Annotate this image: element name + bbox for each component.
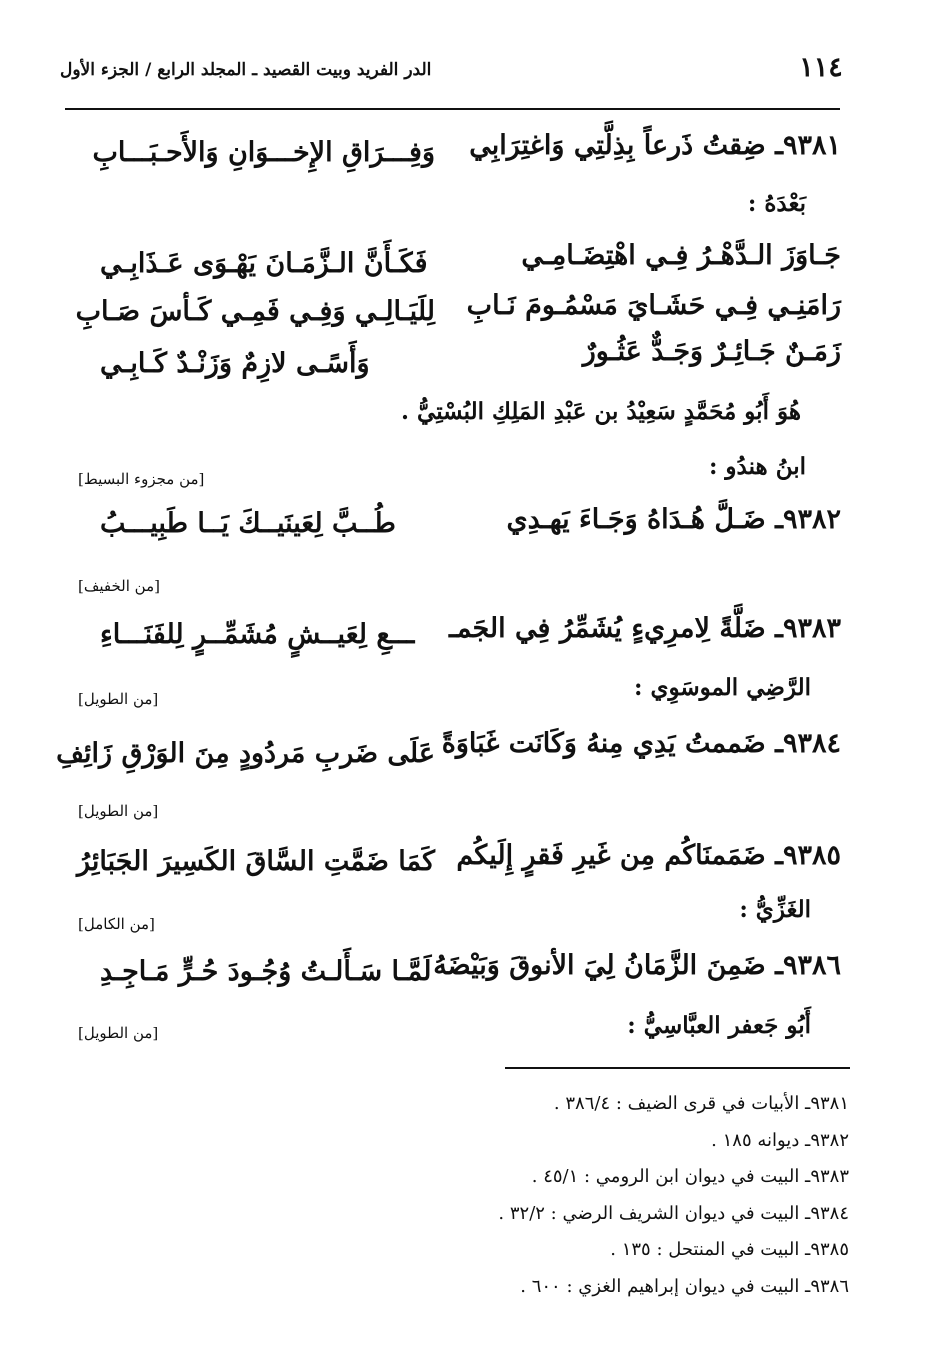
verse-9384-second-hemistich: عَلَى ضَربِ مَردُودٍ مِنَ الوَرْقِ زَائِفِ (56, 738, 435, 769)
label-after-it: بَعْدَهُ : (747, 190, 806, 217)
verse-9382-second-hemistich: طُــبَّ لِعَينَيــكَ يَــا طَبِيـــبُ (100, 508, 396, 539)
verse-9382-first-hemistich: ٩٣٨٢ـ ضَـلَّ هُـدَاهُ وَجَـاءَ يَهـدِي (506, 504, 841, 535)
verse-extra-2-second-hemistich: لِلَيَـالِـي وَفِـي فَمِـي كَـأسَ صَـابِ (75, 296, 435, 327)
poet-abu-jafar-abbasi: أَبُو جَعفر العبَّاسِيُّ : (627, 1012, 811, 1039)
footnote-rule (505, 1067, 850, 1069)
verse-9384-first-hemistich: ٩٣٨٤ـ ضَممتُ يَدِي مِنهُ وَكَانَت غَبَاوَةً (441, 728, 841, 759)
verse-9386-first-hemistich: ٩٣٨٦ـ ضَمِنَ الزَّمَانُ لِيَ الأنوقَ وَبَيْضَهُ (433, 950, 841, 981)
meter-next: [من الطويل] (78, 1024, 159, 1042)
verse-9385-first-hemistich: ٩٣٨٥ـ ضَمَمنَاكُم مِن غَيرِ فَقرٍ إِلَيكُم (456, 840, 841, 871)
attribution-busti: هُوَ أَبُو مُحَمَّدٍ سَعِيْدُ بن عَبْدِ المَلِكِ البُسْتِيُّ . (401, 398, 801, 425)
verse-9383-first-hemistich: ٩٣٨٣ـ ضَلَّةً لِامرِيءٍ يُشَمِّرُ فِي الجَمـ (448, 613, 841, 644)
meter-9386: [من الكامل] (78, 915, 155, 933)
verse-extra-2-first-hemistich: رَامَنِـي فِـي حَشَـايَ مَسْمُـومَ نَـابِ (466, 290, 841, 321)
verse-extra-1-first-hemistich: جَـاوَزَ الـدَّهْـرُ فِـي اهْتِضَـامِـي (521, 240, 841, 271)
footnote-9384: ٩٣٨٤ـ البيت في ديوان الشريف الرضي : ٣٢/٢ . (498, 1203, 849, 1224)
verse-9381-first-hemistich: ٩٣٨١ـ ضِقتُ ذَرعاً بِذِلَّتِي وَاغتِرَابِي (469, 130, 841, 161)
verse-9386-second-hemistich: لَمَّـا سَـأَلـتُ وُجُـودَ حُـرٍّ مَـاجِـدِ (100, 956, 432, 987)
poet-al-ghazzi: الغَزِّيُّ : (739, 896, 811, 923)
verse-extra-3-first-hemistich: زَمَـنٌ جَـائِـرٌ وَجَـدٌّ عَثُـورٌ (582, 336, 841, 367)
verse-extra-1-second-hemistich: فَكَـأَنَّ الـزَّمَـانَ يَهْـوَى عَـذَابِـي (100, 248, 428, 279)
footnote-9386: ٩٣٨٦ـ البيت في ديوان إبراهيم الغزي : ٦٠٠ . (520, 1276, 849, 1297)
poet-ibn-hindu: ابنُ هندُو : (708, 453, 806, 480)
meter-9385: [من الطويل] (78, 802, 159, 820)
footnote-9381: ٩٣٨١ـ الأبيات في قرى الضيف : ٣٨٦/٤ . (553, 1093, 849, 1114)
meter-9383: [من الخفيف] (78, 577, 160, 595)
page-number: ١١٤ (799, 52, 843, 83)
meter-9384: [من الطويل] (78, 690, 159, 708)
meter-9382: [من مجزوء البسيط] (78, 470, 205, 488)
footnote-9383: ٩٣٨٣ـ البيت في ديوان ابن الرومي : ٤٥/١ . (531, 1166, 849, 1187)
verse-9385-second-hemistich: كَمَا ضَمَّتِ السَّاقَ الكَسِيرَ الجَبَائِرُ (76, 846, 435, 877)
poet-al-radi: الرَّضِي الموسَوِي : (633, 674, 811, 701)
verse-9383-second-hemistich: ـــعِ لِعَيــشٍ مُشَمِّــرٍ لِلفَنَـــاءِ (100, 619, 415, 650)
running-title: الدر الفريد وبيت القصيد ـ المجلد الرابع / الجزء الأول (60, 60, 432, 80)
footnote-9382: ٩٣٨٢ـ ديوانه ١٨٥ . (711, 1130, 849, 1151)
footnote-9385: ٩٣٨٥ـ البيت في المنتحل : ١٣٥ . (610, 1239, 849, 1260)
verse-9381-second-hemistich: وَفِـــرَاقِ الإِخـــوَانِ وَالأَحـبَـــابِ (92, 137, 435, 168)
verse-extra-3-second-hemistich: وَأَسًـى لازِمٌ وَزَنْـدٌ كَـابِـي (100, 348, 370, 379)
header-rule (65, 108, 840, 110)
